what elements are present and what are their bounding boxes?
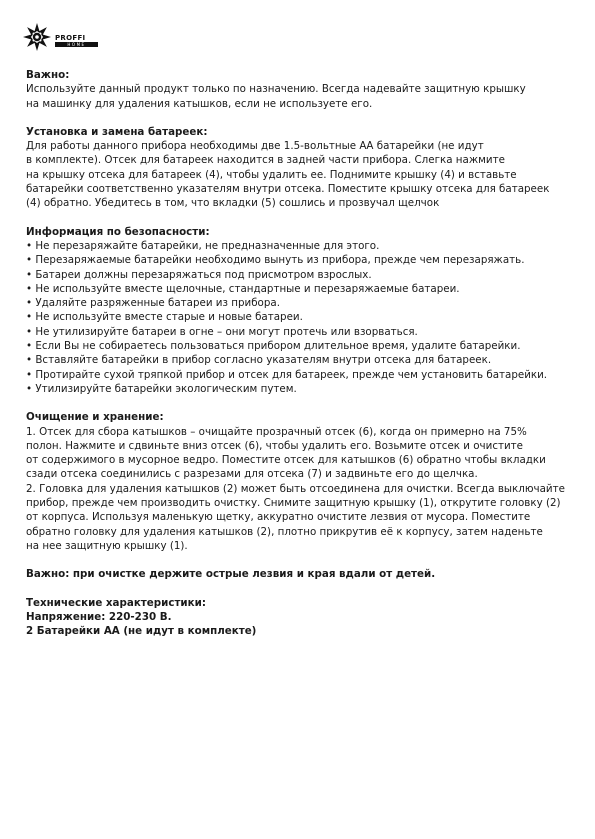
bullet-item: • Не используйте вместе щелочные, стандартные и перезаряжаемые батареи.	[26, 282, 460, 295]
bullet-item: • Не используйте вместе старые и новые батареи.	[26, 311, 303, 324]
bullet-item: • Удаляйте разряженные батареи из прибора.	[26, 297, 280, 310]
bullet-item: • Перезаряжаемые батарейки необходимо вынуть из прибора, прежде чем перезаряжать.	[26, 254, 525, 267]
text-line: прибор, прежде чем производить очистку. Снимите защитную крышку (1), открутите головку (2)	[26, 497, 561, 510]
bullet-item: • Протирайте сухой тряпкой прибор и отсек для батареек, прежде чем установить батарейки.	[26, 368, 548, 381]
text-line: Используйте данный продукт только по назначению. Всегда надевайте защитную крышку	[26, 83, 526, 96]
bullet-item: • Если Вы не собираетесь пользоваться прибором длительное время, удалите батарейки.	[26, 340, 521, 353]
text-line: сзади отсека соединились с разрезами для отсека (7) и задвиньте его до щелчка.	[26, 468, 478, 481]
bullet-item: • Вставляйте батарейки в прибор согласно указателям внутри отсека для батареек.	[26, 354, 492, 367]
section-batteries	[26, 125, 578, 211]
section-heading: Информация по безопасности:	[26, 225, 210, 238]
text-line: на крышку отсека для батареек (4), чтобы удалить ее. Поднимите крышку (4) и вставьте	[26, 168, 517, 181]
section-heading: Установка и замена батареек:	[26, 125, 208, 138]
logo-sub-text: HOME	[55, 42, 98, 47]
section-warning	[26, 567, 578, 581]
specs-heading: Технические характеристики:	[26, 596, 206, 609]
brand-logo	[22, 22, 104, 56]
section-important	[26, 68, 578, 111]
section-cleaning	[26, 410, 578, 553]
section-heading: Очищение и хранение:	[26, 411, 164, 424]
text-line: (4) обратно. Убедитесь в том, что вкладки (5) сошлись и прозвучал щелчок	[26, 197, 440, 210]
text-line: обратно головку для удаления катышков (2), плотно прикрутив её к корпусу, затем наденьте	[26, 525, 543, 538]
text-line: 1. Отсек для сбора катышков – очищайте прозрачный отсек (6), когда он примерно на 75%	[26, 425, 527, 438]
text-line: 2. Головка для удаления катышков (2) может быть отсоединена для очистки. Всегда выключайте	[26, 482, 565, 495]
text-line: от корпуса. Используя маленькую щетку, аккуратно очистите лезвия от мусора. Поместите	[26, 511, 531, 524]
text-line: на нее защитную крышку (1).	[26, 539, 188, 552]
specs-batteries: 2 Батарейки АА (не идут в комплекте)	[26, 625, 257, 638]
bullet-item: • Батареи должны перезаряжаться под присмотром взрослых.	[26, 268, 372, 281]
document-body	[26, 68, 578, 652]
logo-brand-text: PROFFI	[55, 34, 86, 42]
section-safety	[26, 225, 578, 397]
text-line: полон. Нажмите и сдвиньте вниз отсек (6), чтобы удалить его. Возьмите отсек и очистите	[26, 439, 524, 452]
section-specs	[26, 596, 578, 639]
text-line: на машинку для удаления катышков, если не используете его.	[26, 97, 373, 110]
text-line: от содержимого в мусорное ведро. Поместите отсек для катышков (6) обратно чтобы вкладки	[26, 454, 546, 467]
flower-logo-icon	[22, 22, 52, 52]
warning-text: Важно: при очистке держите острые лезвия и края вдали от детей.	[26, 568, 436, 581]
text-line: в комплекте). Отсек для батареек находится в задней части прибора. Слегка нажмите	[26, 154, 505, 167]
section-heading: Важно:	[26, 69, 70, 81]
text-line: Для работы данного прибора необходимы две 1.5-вольтные АА батарейки (не идут	[26, 140, 484, 153]
bullet-item: • Утилизируйте батарейки экологическим путем.	[26, 382, 297, 395]
bullet-item: • Не утилизируйте батареи в огне – они могут протечь или взорваться.	[26, 325, 418, 338]
specs-voltage: Напряжение: 220-230 В.	[26, 610, 172, 623]
bullet-item: • Не перезаряжайте батарейки, не предназначенные для этого.	[26, 239, 380, 252]
text-line: батарейки соответственно указателям внутри отсека. Поместите крышку отсека для батареек	[26, 183, 550, 196]
